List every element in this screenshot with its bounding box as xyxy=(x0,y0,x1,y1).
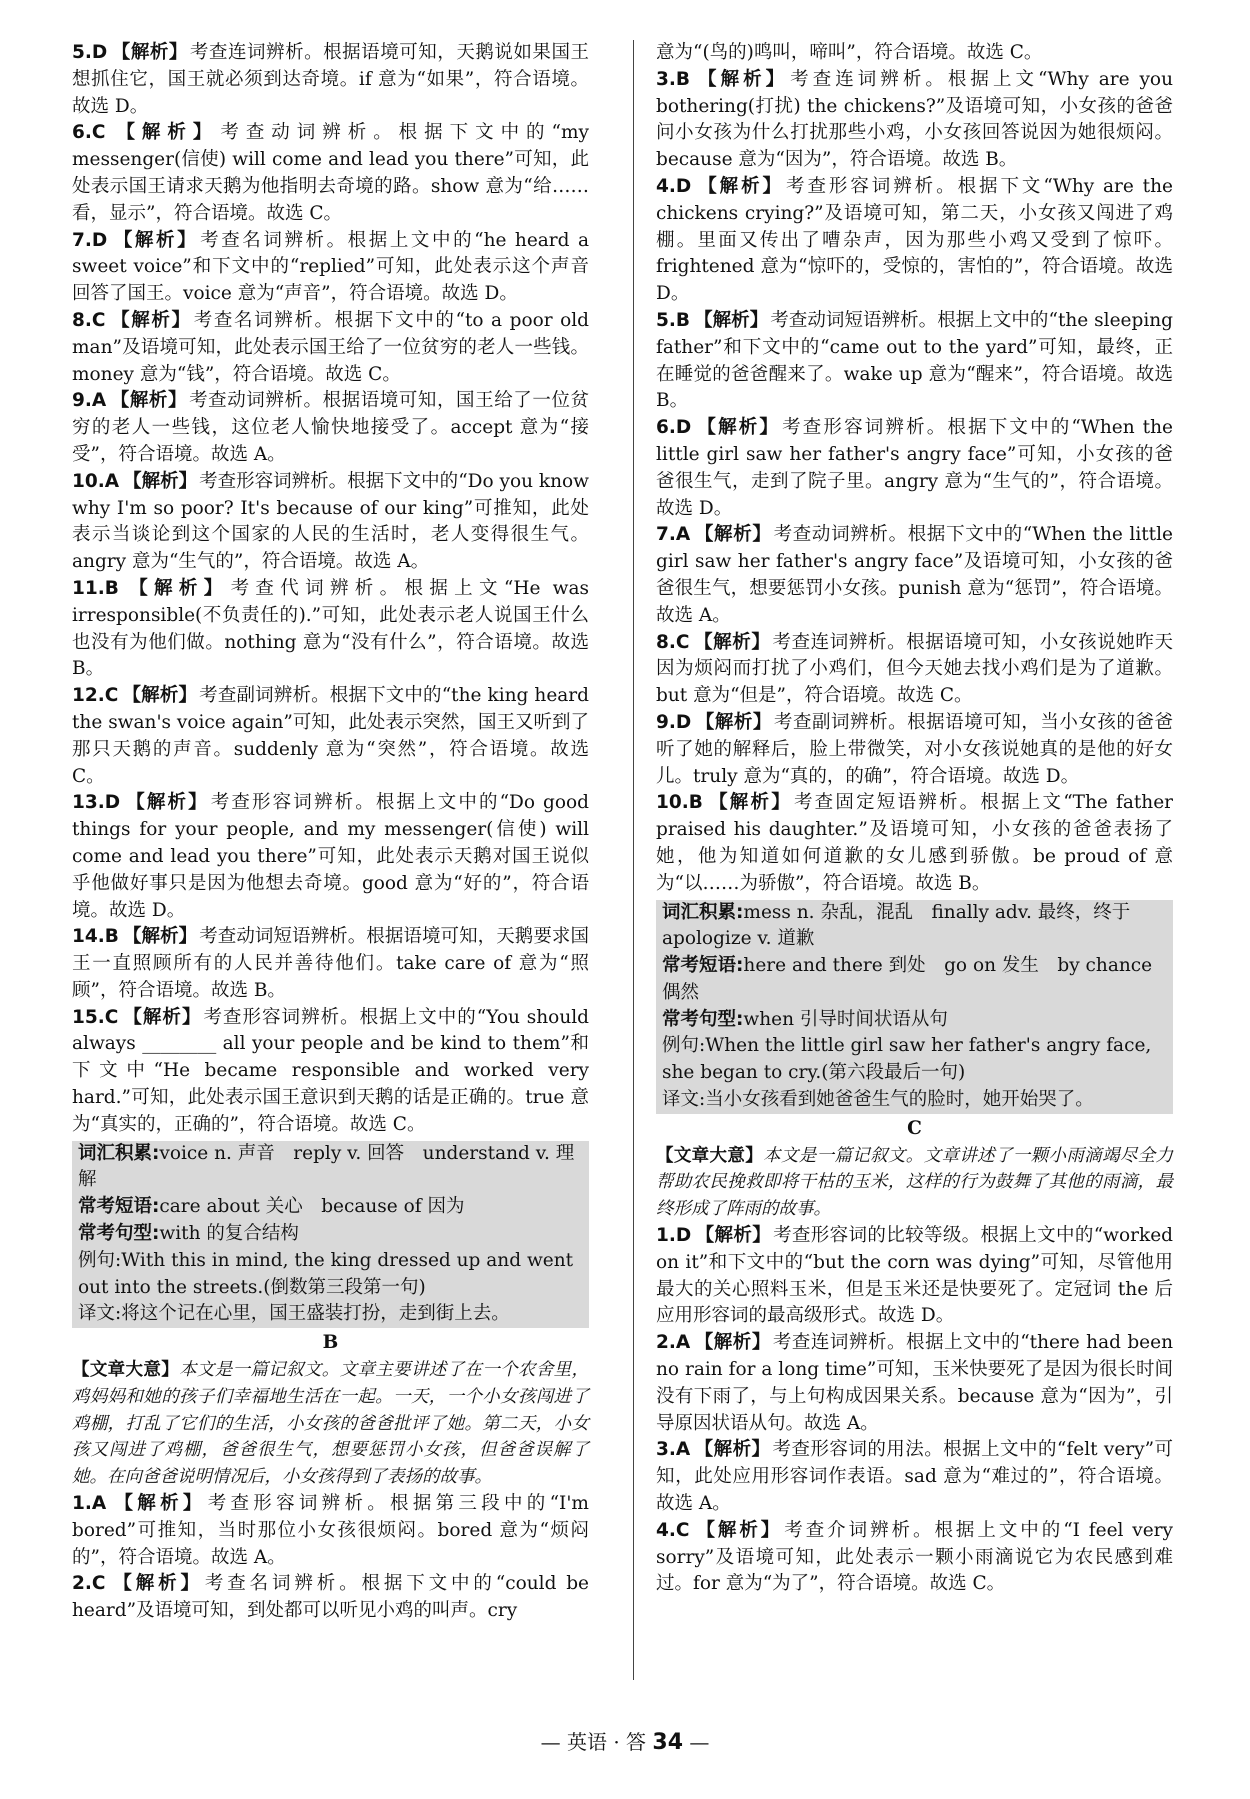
analysis-text: 考查副词辨析。根据下文中的“the king heard the swan's voice again”可知，此处表示突然，国王又听到了那只天鹅的声音。suddenly 意为“突然”，符合语境。故选 C。 xyxy=(72,685,589,787)
page-footer: — 英语 · 答 34 — xyxy=(540,1730,710,1755)
analysis-text: 考查形容词辨析。根据下文“Why are the chickens crying?”及语境可知，第二天，小女孩又闯进了鸡棚。里面又传出了嘈杂声，因为那些小鸡又受到了惊吓。frightened 意为“惊吓的，受惊的，害怕的”，符合语境。故选 D。 xyxy=(656,175,1173,305)
phrase-note: 常考短语:here and there 到处 go on 发生 by chance 偶然 xyxy=(662,955,1153,1003)
analysis-tag: 【解析】 xyxy=(109,309,192,331)
analysis-text: 考查连词辨析。根据上文“Why are you bothering(打扰) the chickens?”及语境可知，小女孩的爸爸问小女孩为什么打扰那些小鸡，小女孩回答说因为她很烦闷。because 意为“因为”，符合语境。故选 B。 xyxy=(656,68,1173,171)
question-number: 5.D xyxy=(72,42,108,63)
answer-entry xyxy=(656,174,1173,308)
analysis-tag: 【解析】 xyxy=(122,577,229,599)
answer-entry xyxy=(656,522,1173,629)
answer-entry xyxy=(656,1437,1173,1517)
question-number: 10.A xyxy=(72,470,120,492)
example-note: 例句:With this in mind, the king dressed up and went out into the streets.(倒数第三段第一句) xyxy=(78,1249,574,1298)
analysis-tag: 【解析】 xyxy=(122,685,198,707)
answer-entry xyxy=(656,308,1173,415)
analysis-tag: 【解析】 xyxy=(695,175,784,197)
question-number: 6.D xyxy=(656,417,692,439)
answer-entry xyxy=(656,710,1173,790)
question-number: 3.A xyxy=(656,1439,691,1461)
analysis-text: 考查介词辨析。根据上文中的“I feel very sorry”及语境可知，此处表示一颗小雨滴说它为农民感到难过。for 意为“为了”，符合语境。故选 C。 xyxy=(656,1519,1173,1595)
page-number: 34 xyxy=(652,1730,684,1755)
answer-entry xyxy=(656,67,1173,174)
section-heading: B xyxy=(322,1332,339,1354)
analysis-text: 考查形容词的比较等级。根据上文中的“worked on it”和下文中的“but the corn was dying”可知，尽管他用最大的关心照料玉米，但是玉米还是快要死了。定冠词 the 后应用形容词的最高级形式。故选 D。 xyxy=(656,1225,1173,1327)
answer-list xyxy=(656,1223,1173,1598)
question-number: 15.C xyxy=(72,1006,119,1028)
question-number: 6.C xyxy=(72,122,106,144)
question-number: 8.C xyxy=(656,631,690,653)
analysis-text: 考查形容词辨析。根据第三段中的“I'm bored”可推知，当时那位小女孩很烦闷。bored 意为“烦闷的”，符合语境。故选 A。 xyxy=(72,1493,589,1568)
question-number: 7.A xyxy=(656,524,691,546)
analysis-tag: 【解析】 xyxy=(694,524,772,546)
answer-entry xyxy=(72,683,589,790)
analysis-tag: 【解析】 xyxy=(109,1573,203,1595)
translation-note: 译文:当小女孩看到她爸爸生气的脸时，她开始哭了。 xyxy=(662,1089,1094,1111)
pattern-note: 常考句型:with 的复合结构 xyxy=(78,1223,299,1245)
question-number: 8.C xyxy=(72,309,106,331)
analysis-tag: 【解析】 xyxy=(110,390,188,412)
answer-list xyxy=(656,40,1173,898)
answer-entry xyxy=(656,1223,1173,1330)
question-number: 9.A xyxy=(72,390,107,412)
analysis-text: 考查代词辨析。根据上文“He was irresponsible(不负责任的).”可知，此处表示老人说国王什么也没有为他们做。nothing 意为“没有什么”，符合语境。故选 B。 xyxy=(72,577,589,680)
analysis-text: 考查动词短语辨析。根据语境可知，天鹅要求国王一直照顾所有的人民并善待他们。take care of 意为“照顾”，符合语境。故选 B。 xyxy=(72,926,589,1001)
answer-entry xyxy=(656,415,1173,522)
analysis-tag: 【解析】 xyxy=(122,1006,202,1028)
answer-entry xyxy=(656,790,1173,897)
answer-entry xyxy=(72,1005,589,1139)
question-number: 2.C xyxy=(72,1573,106,1595)
left-column xyxy=(72,40,589,1625)
analysis-text: 考查形容词的用法。根据上文中的“felt very”可知，此处应用形容词作表语。sad 意为“难过的”，符合语境。故选 A。 xyxy=(656,1439,1173,1515)
question-number: 10.B xyxy=(656,792,703,814)
question-number: 7.D xyxy=(72,229,108,251)
answer-entry xyxy=(72,1491,589,1571)
question-number: 13.D xyxy=(72,792,121,814)
answer-entry xyxy=(72,1571,589,1625)
answer-entry xyxy=(72,308,589,388)
analysis-tag: 【解析】 xyxy=(109,122,219,144)
answer-entry xyxy=(656,630,1173,710)
question-number: 4.D xyxy=(656,175,692,197)
analysis-text: 考查连词辨析。根据语境可知，天鹅说如果国王想抓住它，国王就必须到达奇境。if 意为“如果”，符合语境。故选 D。 xyxy=(72,42,589,117)
question-number: 5.B xyxy=(656,309,691,331)
analysis-text: 考查动词辨析。根据语境可知，国王给了一位贫穷的老人一些钱，这位老人愉快地接受了。accept 意为“接受”，符合语境。故选 A。 xyxy=(72,390,589,465)
analysis-tag: 【解析】 xyxy=(695,711,772,733)
analysis-text: 考查动词辨析。根据下文中的“my messenger(信使) will come and lead you there”可知，此处表示国王请求天鹅为他指明去奇境的路。show 意为“给……看，显示”，符合语境。故选 C。 xyxy=(72,122,589,224)
example-note: 例句:When the little girl saw her father's angry face, she began to cry.(第六段最后一句) xyxy=(662,1035,1152,1084)
question-number: 2.A xyxy=(656,1332,691,1354)
analysis-tag: 【解析】 xyxy=(706,792,792,814)
analysis-text: 考查形容词辨析。根据下文中的“Do you know why I'm so poor? It's because of our king”可推知，此处表示当谈论到这个国家的人民的生活时，老人变得很生气。angry 意为“生气的”，符合语境。故选 A。 xyxy=(72,470,589,573)
analysis-text: 考查固定短语辨析。根据上文“The father praised his daughter.”及语境可知，小女孩的爸爸表扬了她，他为知道如何道歉的女儿感到骄傲。be proud of 意为“以……为骄傲”，符合语境。故选 B。 xyxy=(656,792,1173,894)
vocab-note: 词汇积累:mess n. 杂乱，混乱 finally adv. 最终，终于 apologize v. 道歉 xyxy=(662,901,1149,950)
analysis-text: 考查形容词辨析。根据上文中的“You should always ________ all your people and be kind to them”和下文中“He became responsible and worked very hard.”可知，此处表示国王意识到天鹅的话是正确的。true 意为“真实的，正确的”，符合语境。故选 C。 xyxy=(72,1006,589,1135)
analysis-text: 意为“(鸟的)鸣叫，啼叫”，符合语境。故选 C。 xyxy=(656,42,1043,63)
analysis-text: 考查形容词辨析。根据下文中的“When the little girl saw her father's angry face”可知，小女孩的爸爸很生气，走到了院子里。angry 意为“生气的”，符合语境。故选 D。 xyxy=(656,417,1173,519)
analysis-text: 考查连词辨析。根据上文中的“there had been no rain for a long time”可知，玉米快要死了是因为很长时间没有下雨了，与上句构成因果关系。because 意为“因为”，引导原因状语从句。故选 A。 xyxy=(656,1332,1173,1434)
analysis-tag: 【解析】 xyxy=(694,309,769,331)
analysis-tag: 【解析】 xyxy=(694,1439,771,1461)
notes-block xyxy=(656,900,1173,1114)
answer-entry xyxy=(72,388,589,468)
answer-entry xyxy=(72,790,589,924)
analysis-text: 考查形容词辨析。根据上文中的“Do good things for your people, and my messenger(信使) will come and lead you there”可知，此处表示天鹅对国王说似乎他做好事只是因为他想去奇境。good 意为“好的”，符合语境。故选 D。 xyxy=(72,792,589,921)
answer-list xyxy=(72,40,589,1139)
analysis-text: 考查名词辨析。根据上文中的“he heard a sweet voice”和下文中的“replied”可知，此处表示这个声音回答了国王。voice 意为“声音”，符合语境。故选 D。 xyxy=(72,229,589,305)
analysis-text: 考查名词辨析。根据下文中的“could be heard”及语境可知，到处都可以听见小鸡的叫声。cry xyxy=(72,1573,589,1622)
answer-entry xyxy=(72,120,589,227)
question-number: 12.C xyxy=(72,685,119,707)
analysis-text: 考查动词辨析。根据下文中的“When the little girl saw her father's angry face”及语境可知，小女孩的爸爸很生气，想要惩罚小女孩。punish 意为“惩罚”，符合语境。故选 A。 xyxy=(656,524,1173,626)
question-number: 11.B xyxy=(72,577,119,599)
analysis-text: 考查名词辨析。根据下文中的“to a poor old man”及语境可知，此处表示国王给了一位贫穷的老人一些钱。money 意为“钱”，符合语境。故选 C。 xyxy=(72,309,589,385)
analysis-tag: 【解析】 xyxy=(693,1519,783,1541)
analysis-tag: 【解析】 xyxy=(695,417,781,439)
question-number: 9.D xyxy=(656,711,692,733)
analysis-tag: 【解析】 xyxy=(694,1332,771,1354)
analysis-text: 考查动词短语辨析。根据上文中的“the sleeping father”和下文中的“came out to the yard”可知，最终，正在睡觉的爸爸醒来了。wake up 意为“醒来”，符合语境。故选 B。 xyxy=(656,309,1173,412)
notes-block xyxy=(72,1141,589,1329)
article-summary: 【文章大意】本文是一篇记叙文。文章讲述了一颗小雨滴竭尽全力帮助农民挽救即将干枯的玉米，这样的行为鼓舞了其他的雨滴，最终形成了阵雨的故事。 xyxy=(656,1145,1174,1220)
question-number: 3.B xyxy=(656,68,691,90)
answer-entry xyxy=(72,924,589,1004)
section-heading: C xyxy=(907,1117,922,1139)
phrase-note: 常考短语:care about 关心 because of 因为 xyxy=(78,1196,465,1218)
question-number: 4.C xyxy=(656,1519,690,1541)
analysis-tag: 【解析】 xyxy=(695,1225,772,1247)
analysis-text: 考查连词辨析。根据语境可知，小女孩说她昨天因为烦闷而打扰了小鸡们，但今天她去找小鸡们是为了道歉。but 意为“但是”，符合语境。故选 C。 xyxy=(656,631,1173,707)
question-number: 1.D xyxy=(656,1225,692,1247)
analysis-tag: 【解析】 xyxy=(123,470,198,492)
translation-note: 译文:将这个记在心里，国王盛装打扮，走到街上去。 xyxy=(78,1303,510,1325)
vocab-note: 词汇积累:voice n. 声音 reply v. 回答 understand v. 理解 xyxy=(78,1142,575,1191)
answer-entry xyxy=(656,1518,1173,1598)
analysis-tag: 【解析】 xyxy=(124,792,209,814)
pattern-note: 常考句型:when 引导时间状语从句 xyxy=(662,1008,948,1030)
question-number: 1.A xyxy=(72,1493,107,1515)
analysis-tag: 【解析】 xyxy=(111,42,188,63)
analysis-tag: 【解析】 xyxy=(110,1493,206,1515)
answer-entry xyxy=(72,469,589,576)
analysis-tag: 【解析】 xyxy=(111,229,199,251)
answer-entry xyxy=(72,576,589,683)
answer-entry xyxy=(72,40,589,120)
answer-entry xyxy=(656,40,1173,67)
analysis-tag: 【解析】 xyxy=(122,926,198,948)
answer-entry xyxy=(656,1330,1173,1437)
right-column xyxy=(656,40,1173,1598)
column-divider xyxy=(633,40,634,1680)
analysis-text: 考查副词辨析。根据语境可知，当小女孩的爸爸听了她的解释后，脸上带微笑，对小女孩说她真的是他的好女儿。truly 意为“真的，的确”，符合语境。故选 D。 xyxy=(656,711,1173,787)
analysis-tag: 【解析】 xyxy=(694,68,789,90)
question-number: 14.B xyxy=(72,926,119,948)
analysis-tag: 【解析】 xyxy=(693,631,771,653)
answer-list xyxy=(72,1491,589,1625)
article-summary: 【文章大意】本文是一篇记叙文。文章主要讲述了在一个农舍里，鸡妈妈和她的孩子们幸福地生活在一起。一天，一个小女孩闯进了鸡棚，打乱了它们的生活，小女孩的爸爸批评了她。第二天，小女孩又闯进了鸡棚，爸爸很生气，想要惩罚小女孩，但爸爸误解了她。在向爸爸说明情况后，小女孩得到了表扬的故事。 xyxy=(72,1360,590,1488)
answer-entry xyxy=(72,228,589,308)
